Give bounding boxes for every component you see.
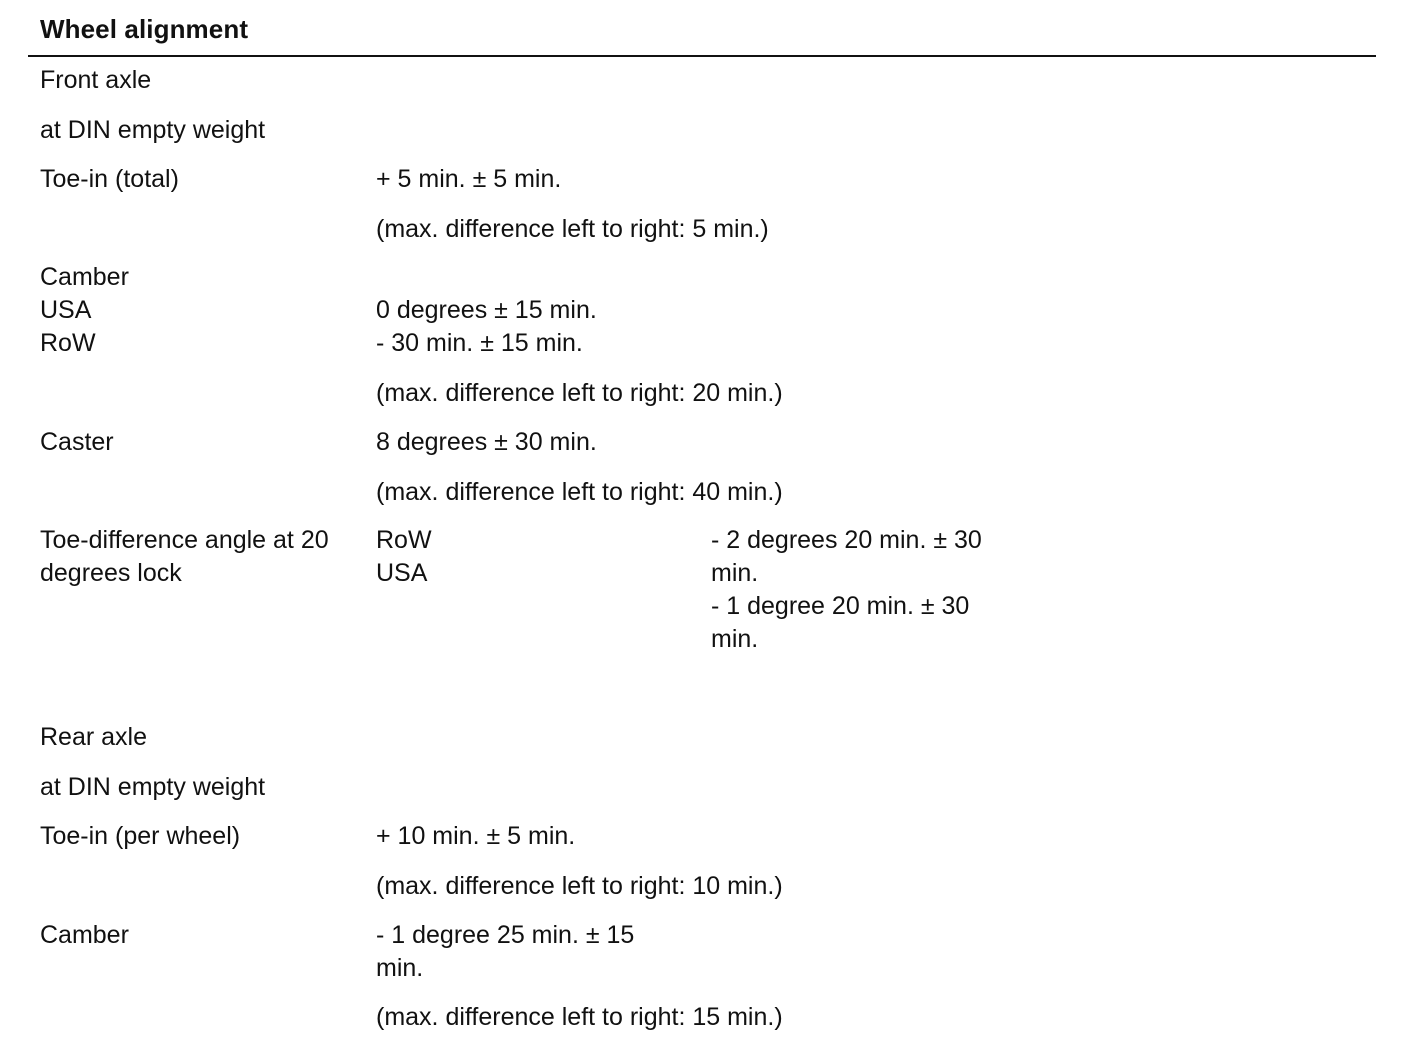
rear-axle-heading: Rear axle xyxy=(40,723,147,751)
title-divider xyxy=(28,55,1376,57)
front-toe-note: (max. difference left to right: 5 min.) xyxy=(376,215,769,243)
toe-diff-row-value-line2: min. xyxy=(711,559,759,587)
toe-diff-usa-value-line2: min. xyxy=(711,625,759,653)
toe-diff-label-line2: degrees lock xyxy=(40,559,182,587)
front-camber-row-value: - 30 min. ± 15 min. xyxy=(376,329,583,357)
front-camber-usa-label: USA xyxy=(40,296,92,324)
rear-toe-value: + 10 min. ± 5 min. xyxy=(376,822,576,850)
toe-diff-row-value-line1: - 2 degrees 20 min. ± 30 xyxy=(711,526,982,554)
front-toe-label: Toe-in (total) xyxy=(40,165,179,193)
front-camber-note: (max. difference left to right: 20 min.) xyxy=(376,379,783,407)
rear-camber-note: (max. difference left to right: 15 min.) xyxy=(376,1003,783,1031)
front-caster-label: Caster xyxy=(40,428,114,456)
toe-diff-usa-label: USA xyxy=(376,559,428,587)
front-camber-row-label: RoW xyxy=(40,329,96,357)
rear-camber-value-line2: min. xyxy=(376,954,424,982)
rear-condition: at DIN empty weight xyxy=(40,773,266,801)
front-axle-heading: Front axle xyxy=(40,66,152,94)
front-condition: at DIN empty weight xyxy=(40,116,266,144)
front-toe-value: + 5 min. ± 5 min. xyxy=(376,165,562,193)
front-camber-usa-value: 0 degrees ± 15 min. xyxy=(376,296,597,324)
toe-diff-usa-value-line1: - 1 degree 20 min. ± 30 xyxy=(711,592,970,620)
front-camber-label: Camber xyxy=(40,263,129,291)
rear-camber-value-line1: - 1 degree 25 min. ± 15 xyxy=(376,921,635,949)
front-caster-note: (max. difference left to right: 40 min.) xyxy=(376,478,783,506)
page-title: Wheel alignment xyxy=(40,14,249,44)
toe-diff-row-label: RoW xyxy=(376,526,432,554)
front-caster-value: 8 degrees ± 30 min. xyxy=(376,428,597,456)
rear-camber-label: Camber xyxy=(40,921,129,949)
toe-diff-label-line1: Toe-difference angle at 20 xyxy=(40,526,329,554)
rear-toe-note: (max. difference left to right: 10 min.) xyxy=(376,872,783,900)
rear-toe-label: Toe-in (per wheel) xyxy=(40,822,241,850)
